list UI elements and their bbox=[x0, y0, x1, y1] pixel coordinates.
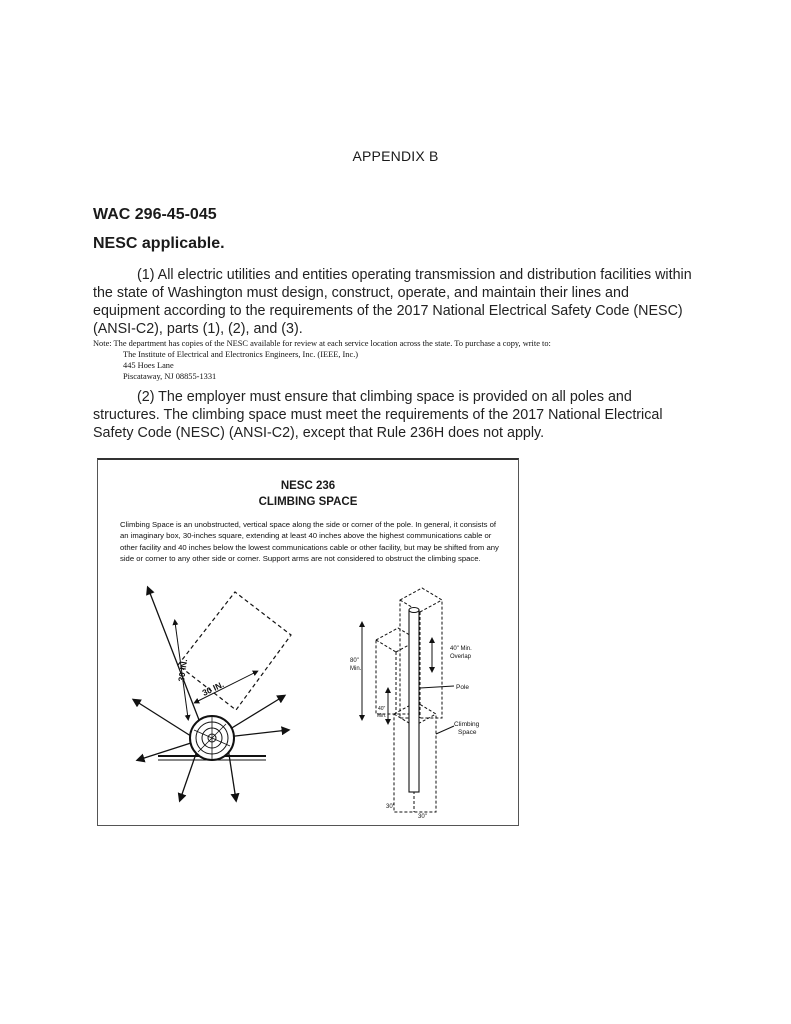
line-arrow-3 bbox=[138, 742, 194, 760]
label-80-inch: 80" bbox=[350, 658, 359, 664]
appendix-label: APPENDIX B bbox=[352, 148, 439, 164]
label-pole: Pole bbox=[456, 684, 470, 691]
label-30in-horizontal: 30 IN. bbox=[200, 679, 226, 698]
elevation-diagram bbox=[362, 588, 454, 812]
pole bbox=[409, 610, 419, 792]
paragraph-2-text: (2) The employer must ensure that climbing space is provided on all poles and structures. The climbing space must meet the requirements of the 2017 National Electrical Safety Code (NESC) (ANSI-C2), except that Rule 236H does not apply. bbox=[93, 389, 663, 441]
climbing-space-pointer bbox=[436, 726, 454, 734]
figure-title-2: CLIMBING SPACE bbox=[258, 496, 358, 508]
label-space: Space bbox=[458, 729, 477, 736]
label-40-inch: 40" bbox=[378, 706, 386, 712]
paragraph-2 bbox=[93, 388, 693, 442]
label-80-min: Min. bbox=[350, 666, 362, 672]
climbing-space-diagram bbox=[98, 460, 518, 826]
label-40-min: Min. bbox=[377, 713, 387, 719]
paragraph-1-text: (1) All electric utilities and entities operating transmission and distribution facilities within the state of Washington must design, construct, operate, and maintain their lines and equipment according to the requirements of the 2017 National Electrical Safety Code (NESC) (ANSI-C2), parts (1), (2), and (3). bbox=[93, 267, 692, 337]
address-line-1: The Institute of Electrical and Electronics Engineers, Inc. (IEEE, Inc.) bbox=[123, 350, 359, 359]
address-line-3: Piscataway, NJ 08855-1331 bbox=[123, 372, 217, 381]
label-climbing: Climbing bbox=[454, 721, 480, 728]
label-30-right: 30" bbox=[418, 814, 427, 820]
section-title: NESC applicable. bbox=[93, 235, 225, 252]
line-arrow-2 bbox=[134, 700, 194, 738]
figure-title-1: NESC 236 bbox=[280, 480, 336, 492]
label-30-left: 30" bbox=[386, 804, 395, 810]
upper-climbing-box bbox=[400, 588, 442, 718]
note-line: Note: The department has copies of the NESC available for review at each service location across the state. To purchase a copy, write to: bbox=[93, 339, 551, 348]
label-40-overlap-2: Overlap bbox=[450, 654, 472, 660]
address-line-2: 445 Hoes Lane bbox=[123, 361, 174, 370]
line-arrow-1 bbox=[148, 588, 206, 738]
label-30in-vertical: 30 IN. bbox=[176, 658, 190, 683]
pole-pointer bbox=[420, 686, 454, 688]
climbing-space-figure bbox=[97, 458, 519, 826]
label-40-overlap-1: 40" Min. bbox=[450, 646, 472, 652]
wac-heading: WAC 296-45-045 bbox=[93, 206, 217, 223]
note-block bbox=[93, 338, 733, 382]
climbing-space-box bbox=[178, 592, 291, 710]
paragraph-1 bbox=[93, 266, 693, 338]
figure-description: Climbing Space is an unobstructed, vertical space along the side or corner of the pole. In general, it consists of an imaginary box, 30-inches square, extending at least 40 inches above the highest communications cable or other facility and 40 inches below the lowest communications cable or other facility, but may be shifted from any side or corner to any other side or corner. Support arms are not considered to obstruct the climbing space. bbox=[120, 520, 499, 563]
